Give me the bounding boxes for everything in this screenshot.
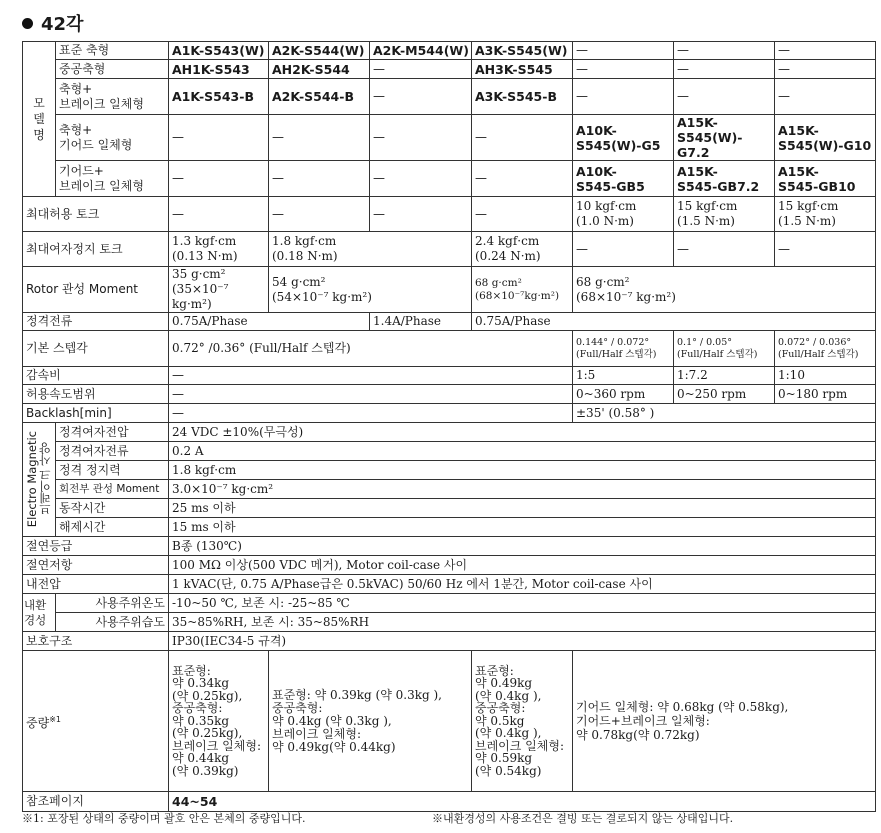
model-cell: — <box>775 79 876 115</box>
value-cell: — <box>169 197 269 232</box>
model-cell: — <box>674 60 775 79</box>
value-cell: 10 kgf·cm (1.0 N·m) <box>573 197 674 232</box>
section-title-text: 42각 <box>41 14 84 35</box>
model-row-label: 기어드+ 브레이크 일체형 <box>56 161 169 197</box>
brake-row <box>23 499 876 518</box>
value-cell: 표준형: 약 0.39kg (약 0.3kg ), 중공축형: 약 0.4kg (약 0.3kg ), 브레이크 일체형: 약 0.49kg(약 0.44kg) <box>269 651 472 792</box>
value-cell: IP30(IEC34-5 규격) <box>169 632 876 651</box>
model-cell: — <box>169 161 269 197</box>
footnote-1: ※1: 포장된 상태의 중량이며 괄호 안은 본체의 중량입니다. <box>22 812 306 825</box>
model-cell: — <box>370 60 472 79</box>
model-cell: A15K- S545(W)-G10 <box>775 115 876 161</box>
brake-row <box>23 423 876 442</box>
environment-row <box>23 613 876 632</box>
model-cell: — <box>573 79 674 115</box>
value-cell: 1.3 kgf·cm (0.13 N·m) <box>169 232 269 267</box>
value-cell: 0~180 rpm <box>775 385 876 404</box>
value-cell: 기어드 일체형: 약 0.68kg (약 0.58kg), 기어드+브레이크 일체형: 약 0.78kg(약 0.72kg) <box>573 651 876 792</box>
model-cell: — <box>775 60 876 79</box>
dielectric-row <box>23 575 876 594</box>
row-label: 참조페이지 <box>23 792 169 812</box>
value-cell: 1.8 kgf·cm <box>169 461 876 480</box>
backlash-row <box>23 404 876 423</box>
reference-page-value: 44~54 <box>169 792 876 812</box>
value-cell: 100 MΩ 이상(500 VDC 메거), Motor coil-case 사이 <box>169 556 876 575</box>
row-label: 해제시간 <box>56 518 169 537</box>
row-label: 정격 정지력 <box>56 461 169 480</box>
holding-torque-row <box>23 232 876 267</box>
model-row-standard <box>23 42 876 60</box>
row-label: 정격여자전압 <box>56 423 169 442</box>
environment-row <box>23 594 876 613</box>
model-cell: — <box>472 161 573 197</box>
value-cell: 1.8 kgf·cm (0.18 N·m) <box>269 232 472 267</box>
value-cell: 0.72° /0.36° (Full/Half 스텝각) <box>169 331 573 367</box>
value-cell: 0~360 rpm <box>573 385 674 404</box>
value-cell: 15 kgf·cm (1.5 N·m) <box>674 197 775 232</box>
row-label: 최대여자정지 토크 <box>23 232 169 267</box>
model-cell: A15K- S545(W)-G7.2 <box>674 115 775 161</box>
footnotes <box>22 810 875 826</box>
row-label: 절연등급 <box>23 537 169 556</box>
rotor-inertia-row <box>23 267 876 313</box>
model-cell: A3K-S545(W) <box>472 42 573 60</box>
model-row-brake <box>23 79 876 115</box>
model-cell: A15K- S545-GB10 <box>775 161 876 197</box>
model-cell: A3K-S545-B <box>472 79 573 115</box>
brake-row <box>23 442 876 461</box>
model-cell: A15K- S545-GB7.2 <box>674 161 775 197</box>
model-cell: — <box>472 115 573 161</box>
brake-row <box>23 518 876 537</box>
value-cell: — <box>674 232 775 267</box>
row-label: 회전부 관성 Moment <box>56 480 169 499</box>
model-cell: AH2K-S544 <box>269 60 370 79</box>
value-cell: 25 ms 이하 <box>169 499 876 518</box>
value-cell: — <box>269 197 370 232</box>
row-label: 동작시간 <box>56 499 169 518</box>
row-label: 내전압 <box>23 575 169 594</box>
model-cell: — <box>775 42 876 60</box>
value-cell: 0.75A/Phase <box>169 313 370 331</box>
model-cell: — <box>573 60 674 79</box>
weight-row <box>23 651 876 792</box>
model-cell: — <box>269 161 370 197</box>
value-cell: 15 ms 이하 <box>169 518 876 537</box>
model-cell: A2K-M544(W) <box>370 42 472 60</box>
model-cell: AH1K-S543 <box>169 60 269 79</box>
model-cell: A2K-S544(W) <box>269 42 370 60</box>
value-cell: — <box>775 232 876 267</box>
value-cell: — <box>472 197 573 232</box>
row-label: 감속비 <box>23 367 169 385</box>
model-cell: A10K- S545(W)-G5 <box>573 115 674 161</box>
brake-row <box>23 461 876 480</box>
value-cell: 0~250 rpm <box>674 385 775 404</box>
row-label: 절연저항 <box>23 556 169 575</box>
model-cell: A2K-S544-B <box>269 79 370 115</box>
row-label: 보호구조 <box>23 632 169 651</box>
reference-page-row <box>23 792 876 812</box>
value-cell: 68 g·cm² (68×10⁻⁷kg·m²) <box>472 267 573 313</box>
brake-row <box>23 480 876 499</box>
row-label: 최대허용 토크 <box>23 197 169 232</box>
value-cell: 3.0×10⁻⁷ kg·cm² <box>169 480 876 499</box>
model-row-geared-brake <box>23 161 876 197</box>
insulation-class-row <box>23 537 876 556</box>
weight-label: 중량 <box>26 715 50 730</box>
speed-range-row <box>23 385 876 404</box>
bullet-icon <box>22 18 33 29</box>
value-cell: — <box>169 385 573 404</box>
max-torque-row <box>23 197 876 232</box>
value-cell: 1.4A/Phase <box>370 313 472 331</box>
value-cell: — <box>370 197 472 232</box>
value-cell: 0.1° / 0.05° (Full/Half 스텝각) <box>674 331 775 367</box>
value-cell: 54 g·cm² (54×10⁻⁷ kg·m²) <box>269 267 472 313</box>
model-cell: AH3K-S545 <box>472 60 573 79</box>
value-cell: 35 g·cm² (35×10⁻⁷ kg·m²) <box>169 267 269 313</box>
value-cell: 24 VDC ±10%(무극성) <box>169 423 876 442</box>
row-label: Rotor 관성 Moment <box>23 267 169 313</box>
model-row-geared <box>23 115 876 161</box>
weight-footnote-mark: ※1 <box>49 714 61 724</box>
protection-row <box>23 632 876 651</box>
model-cell: A1K-S543-B <box>169 79 269 115</box>
value-cell: — <box>169 404 573 423</box>
value-cell: 표준형: 약 0.34kg (약 0.25kg), 중공축형: 약 0.35kg (약 0.25kg), 브레이크 일체형: 약 0.44kg (약 0.39kg) <box>169 651 269 792</box>
row-label: 정격전류 <box>23 313 169 331</box>
model-cell: — <box>573 42 674 60</box>
value-cell: 35~85%RH, 보존 시: 35~85%RH <box>169 613 876 632</box>
section-title <box>22 10 83 36</box>
model-cell: — <box>674 79 775 115</box>
value-cell: 0.072° / 0.036° (Full/Half 스텝각) <box>775 331 876 367</box>
model-cell: — <box>370 79 472 115</box>
value-cell: 1:5 <box>573 367 674 385</box>
value-cell: B종 (130℃) <box>169 537 876 556</box>
value-cell: -10~50 ℃, 보존 시: -25~85 ℃ <box>169 594 876 613</box>
row-label: 정격여자전류 <box>56 442 169 461</box>
model-row-hollow <box>23 60 876 79</box>
row-sublabel: 사용주위습도 <box>56 613 169 632</box>
model-row-label: 표준 축형 <box>56 42 169 60</box>
row-label <box>23 651 169 792</box>
value-cell: — <box>169 367 573 385</box>
row-label: 기본 스텝각 <box>23 331 169 367</box>
value-cell: 1:7.2 <box>674 367 775 385</box>
footnote-2: ※내환경성의 사용조건은 결빙 또는 결로되지 않는 상태입니다. <box>432 812 734 825</box>
model-cell: A1K-S543(W) <box>169 42 269 60</box>
row-label: Backlash[min] <box>23 404 169 423</box>
model-cell: — <box>269 115 370 161</box>
value-cell: 1 kVAC(단, 0.75 A/Phase급은 0.5kVAC) 50/60 Hz 에서 1분간, Motor coil-case 사이 <box>169 575 876 594</box>
value-cell: 표준형: 약 0.49kg (약 0.4kg ), 중공축형: 약 0.5kg (약 0.4kg ), 브레이크 일체형: 약 0.59kg (약 0.54kg) <box>472 651 573 792</box>
model-cell: — <box>370 161 472 197</box>
model-cell: — <box>169 115 269 161</box>
value-cell: 1:10 <box>775 367 876 385</box>
value-cell: 68 g·cm² (68×10⁻⁷ kg·m²) <box>573 267 876 313</box>
model-row-label: 축형+ 기어드 일체형 <box>56 115 169 161</box>
value-cell: ±35' (0.58° ) <box>573 404 876 423</box>
brake-group-label <box>23 423 56 537</box>
insulation-resistance-row <box>23 556 876 575</box>
model-cell: — <box>370 115 472 161</box>
value-cell: 15 kgf·cm (1.5 N·m) <box>775 197 876 232</box>
model-row-label: 축형+ 브레이크 일체형 <box>56 79 169 115</box>
value-cell: 0.2 A <box>169 442 876 461</box>
model-cell: — <box>674 42 775 60</box>
value-cell: 0.144° / 0.072° (Full/Half 스텝각) <box>573 331 674 367</box>
rated-current-row <box>23 313 876 331</box>
row-label: 허용속도범위 <box>23 385 169 404</box>
row-sublabel: 사용주위온도 <box>56 594 169 613</box>
model-cell: A10K- S545-GB5 <box>573 161 674 197</box>
value-cell: 2.4 kgf·cm (0.24 N·m) <box>472 232 573 267</box>
brake-group-text: Electro Magnetic 브레이크 사양 <box>25 431 52 528</box>
step-angle-row <box>23 331 876 367</box>
spec-table <box>22 41 876 812</box>
row-label: 내환경성 <box>23 594 56 632</box>
model-group-label: 모 델 명 <box>23 42 56 197</box>
model-row-label: 중공축형 <box>56 60 169 79</box>
gear-ratio-row <box>23 367 876 385</box>
value-cell: — <box>573 232 674 267</box>
value-cell: 0.75A/Phase <box>472 313 876 331</box>
